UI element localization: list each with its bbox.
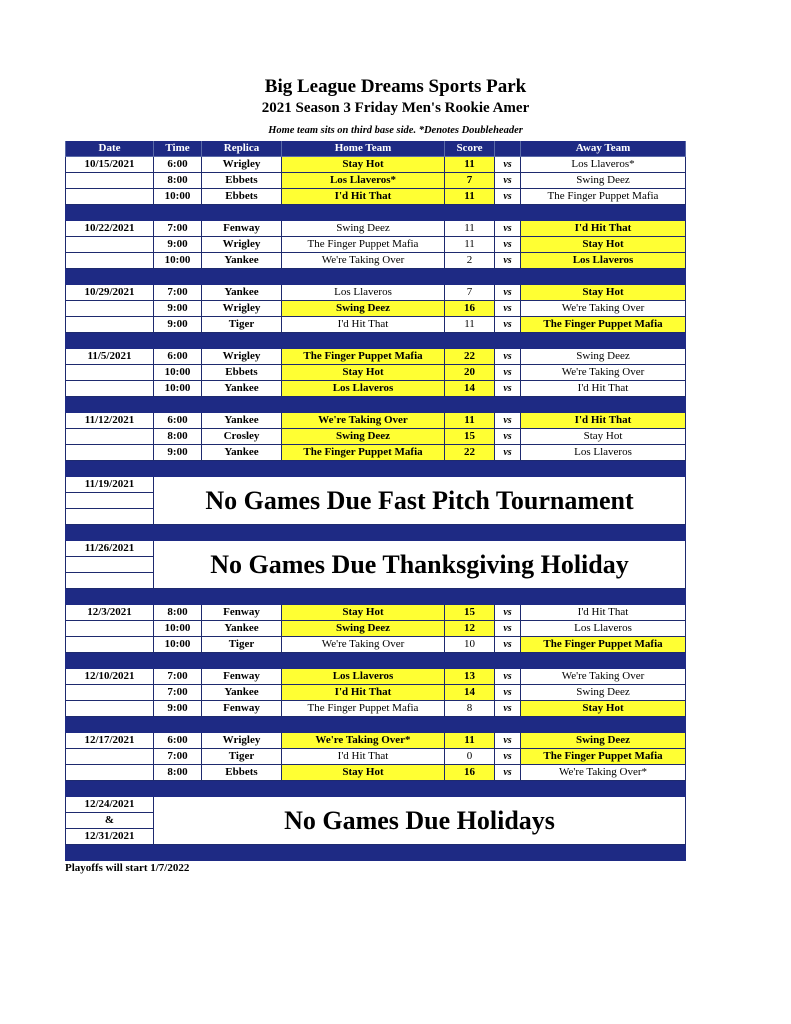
time-cell: 8:00: [154, 173, 202, 189]
time-cell: 9:00: [154, 445, 202, 461]
date-cell: [65, 557, 154, 573]
home-team-cell: Stay Hot: [282, 157, 445, 173]
time-cell: 7:00: [154, 749, 202, 765]
date-cell: [65, 493, 154, 509]
table-row: [65, 173, 686, 189]
home-team-cell: Los Llaveros: [282, 381, 445, 397]
date-cell: [65, 189, 154, 205]
vs-cell: vs: [495, 365, 521, 381]
score-cell: 8: [445, 701, 495, 717]
away-team-cell: The Finger Puppet Mafia: [521, 749, 686, 765]
home-team-cell: I'd Hit That: [282, 189, 445, 205]
score-cell: 14: [445, 381, 495, 397]
date-cell: [65, 621, 154, 637]
playoffs-note: Playoffs will start 1/7/2022: [65, 862, 190, 874]
away-team-cell: The Finger Puppet Mafia: [521, 189, 686, 205]
time-cell: 7:00: [154, 685, 202, 701]
table-row: [65, 413, 686, 429]
replica-cell: Yankee: [202, 445, 282, 461]
home-team-cell: The Finger Puppet Mafia: [282, 237, 445, 253]
schedule-table: [65, 141, 686, 861]
score-cell: 11: [445, 413, 495, 429]
header-time: Time: [154, 141, 202, 157]
separator-band: [65, 525, 686, 541]
score-cell: 11: [445, 189, 495, 205]
header-away-team: Away Team: [521, 141, 686, 157]
replica-cell: Tiger: [202, 749, 282, 765]
separator-band: [65, 653, 686, 669]
home-team-cell: Stay Hot: [282, 365, 445, 381]
table-row: [65, 157, 686, 173]
score-cell: 11: [445, 157, 495, 173]
home-team-cell: The Finger Puppet Mafia: [282, 349, 445, 365]
away-team-cell: Los Llaveros: [521, 621, 686, 637]
replica-cell: Ebbets: [202, 189, 282, 205]
away-team-cell: We're Taking Over: [521, 669, 686, 685]
vs-cell: vs: [495, 749, 521, 765]
note-date-cells: [65, 797, 154, 845]
separator-band: [65, 717, 686, 733]
score-cell: 15: [445, 605, 495, 621]
time-cell: 10:00: [154, 637, 202, 653]
date-cell: 10/22/2021: [65, 221, 154, 237]
vs-cell: vs: [495, 701, 521, 717]
home-team-cell: Los Llaveros: [282, 669, 445, 685]
vs-cell: vs: [495, 157, 521, 173]
time-cell: 6:00: [154, 413, 202, 429]
score-cell: 14: [445, 685, 495, 701]
score-cell: 11: [445, 237, 495, 253]
table-row: [65, 301, 686, 317]
date-cell: [65, 301, 154, 317]
time-cell: 6:00: [154, 733, 202, 749]
time-cell: 7:00: [154, 285, 202, 301]
header-date: Date: [65, 141, 154, 157]
away-team-cell: I'd Hit That: [521, 413, 686, 429]
header-vs: [495, 141, 521, 157]
vs-cell: vs: [495, 221, 521, 237]
score-cell: 16: [445, 301, 495, 317]
table-row: [65, 381, 686, 397]
vs-cell: vs: [495, 413, 521, 429]
score-cell: 16: [445, 765, 495, 781]
home-team-cell: We're Taking Over: [282, 413, 445, 429]
time-cell: 7:00: [154, 669, 202, 685]
replica-cell: Wrigley: [202, 349, 282, 365]
separator-band: [65, 589, 686, 605]
table-row: [65, 669, 686, 685]
date-cell: [65, 381, 154, 397]
time-cell: 8:00: [154, 765, 202, 781]
table-row: [65, 237, 686, 253]
date-cell: [65, 765, 154, 781]
vs-cell: vs: [495, 429, 521, 445]
date-cell: [65, 637, 154, 653]
away-team-cell: The Finger Puppet Mafia: [521, 637, 686, 653]
away-team-cell: We're Taking Over: [521, 301, 686, 317]
replica-cell: Yankee: [202, 413, 282, 429]
separator-band: [65, 333, 686, 349]
replica-cell: Wrigley: [202, 237, 282, 253]
replica-cell: Tiger: [202, 317, 282, 333]
time-cell: 10:00: [154, 253, 202, 269]
date-cell: 11/19/2021: [65, 477, 154, 493]
away-team-cell: The Finger Puppet Mafia: [521, 317, 686, 333]
away-team-cell: Los Llaveros: [521, 253, 686, 269]
date-cell: [65, 173, 154, 189]
score-cell: 22: [445, 445, 495, 461]
away-team-cell: We're Taking Over*: [521, 765, 686, 781]
header-replica: Replica: [202, 141, 282, 157]
home-team-cell: We're Taking Over: [282, 253, 445, 269]
vs-cell: vs: [495, 317, 521, 333]
date-cell: 12/24/2021: [65, 797, 154, 813]
replica-cell: Fenway: [202, 605, 282, 621]
date-cell: &: [65, 813, 154, 829]
date-cell: [65, 253, 154, 269]
home-team-cell: I'd Hit That: [282, 317, 445, 333]
header-score: Score: [445, 141, 495, 157]
vs-cell: vs: [495, 189, 521, 205]
table-row: [65, 253, 686, 269]
score-cell: 7: [445, 173, 495, 189]
separator-band: [65, 845, 686, 861]
vs-cell: vs: [495, 765, 521, 781]
vs-cell: vs: [495, 733, 521, 749]
away-team-cell: Los Llaveros*: [521, 157, 686, 173]
no-games-message: No Games Due Thanksgiving Holiday: [154, 541, 686, 589]
vs-cell: vs: [495, 173, 521, 189]
no-games-block: [65, 541, 686, 589]
table-row: [65, 445, 686, 461]
table-row: [65, 365, 686, 381]
table-row: [65, 637, 686, 653]
replica-cell: Wrigley: [202, 733, 282, 749]
vs-cell: vs: [495, 253, 521, 269]
home-team-cell: Los Llaveros*: [282, 173, 445, 189]
replica-cell: Yankee: [202, 381, 282, 397]
away-team-cell: Swing Deez: [521, 685, 686, 701]
home-team-cell: The Finger Puppet Mafia: [282, 445, 445, 461]
vs-cell: vs: [495, 445, 521, 461]
table-row: [65, 285, 686, 301]
table-row: [65, 221, 686, 237]
time-cell: 9:00: [154, 301, 202, 317]
replica-cell: Yankee: [202, 285, 282, 301]
separator-band: [65, 461, 686, 477]
replica-cell: Ebbets: [202, 365, 282, 381]
away-team-cell: Swing Deez: [521, 733, 686, 749]
separator-band: [65, 781, 686, 797]
score-cell: 11: [445, 733, 495, 749]
replica-cell: Tiger: [202, 637, 282, 653]
date-cell: 12/10/2021: [65, 669, 154, 685]
no-games-block: [65, 477, 686, 525]
vs-cell: vs: [495, 349, 521, 365]
vs-cell: vs: [495, 381, 521, 397]
replica-cell: Yankee: [202, 685, 282, 701]
score-cell: 20: [445, 365, 495, 381]
time-cell: 8:00: [154, 605, 202, 621]
away-team-cell: I'd Hit That: [521, 221, 686, 237]
date-cell: 12/17/2021: [65, 733, 154, 749]
page-title: Big League Dreams Sports Park: [264, 76, 527, 97]
date-cell: 11/5/2021: [65, 349, 154, 365]
score-cell: 22: [445, 349, 495, 365]
away-team-cell: Swing Deez: [521, 173, 686, 189]
score-cell: 15: [445, 429, 495, 445]
home-team-cell: I'd Hit That: [282, 749, 445, 765]
table-row: [65, 749, 686, 765]
time-cell: 6:00: [154, 157, 202, 173]
home-team-cell: Swing Deez: [282, 301, 445, 317]
note-date-cells: [65, 541, 154, 589]
date-cell: 12/31/2021: [65, 829, 154, 845]
away-team-cell: Swing Deez: [521, 349, 686, 365]
date-cell: [65, 573, 154, 589]
away-team-cell: Stay Hot: [521, 701, 686, 717]
home-team-cell: Stay Hot: [282, 765, 445, 781]
table-row: [65, 189, 686, 205]
table-header-row: [65, 141, 686, 157]
replica-cell: Yankee: [202, 621, 282, 637]
score-cell: 11: [445, 221, 495, 237]
date-cell: 11/26/2021: [65, 541, 154, 557]
replica-cell: Wrigley: [202, 157, 282, 173]
separator-band: [65, 205, 686, 221]
vs-cell: vs: [495, 685, 521, 701]
no-games-message: No Games Due Holidays: [154, 797, 686, 845]
date-cell: 10/15/2021: [65, 157, 154, 173]
schedule-note: Home team sits on third base side. *Denotes Doubleheader: [268, 125, 523, 136]
date-cell: [65, 365, 154, 381]
vs-cell: vs: [495, 621, 521, 637]
home-team-cell: Stay Hot: [282, 605, 445, 621]
date-cell: [65, 701, 154, 717]
vs-cell: vs: [495, 637, 521, 653]
time-cell: 7:00: [154, 221, 202, 237]
note-date-cells: [65, 477, 154, 525]
time-cell: 9:00: [154, 237, 202, 253]
score-cell: 7: [445, 285, 495, 301]
score-cell: 12: [445, 621, 495, 637]
header-home-team: Home Team: [282, 141, 445, 157]
date-cell: 10/29/2021: [65, 285, 154, 301]
time-cell: 8:00: [154, 429, 202, 445]
separator-band: [65, 269, 686, 285]
home-team-cell: The Finger Puppet Mafia: [282, 701, 445, 717]
date-cell: 11/12/2021: [65, 413, 154, 429]
date-cell: [65, 317, 154, 333]
table-row: [65, 317, 686, 333]
time-cell: 10:00: [154, 365, 202, 381]
no-games-block: [65, 797, 686, 845]
away-team-cell: I'd Hit That: [521, 381, 686, 397]
vs-cell: vs: [495, 285, 521, 301]
replica-cell: Ebbets: [202, 173, 282, 189]
home-team-cell: Swing Deez: [282, 221, 445, 237]
away-team-cell: Stay Hot: [521, 285, 686, 301]
table-row: [65, 733, 686, 749]
vs-cell: vs: [495, 605, 521, 621]
date-cell: [65, 749, 154, 765]
vs-cell: vs: [495, 301, 521, 317]
score-cell: 13: [445, 669, 495, 685]
date-cell: [65, 445, 154, 461]
replica-cell: Ebbets: [202, 765, 282, 781]
date-cell: [65, 509, 154, 525]
date-cell: [65, 685, 154, 701]
replica-cell: Crosley: [202, 429, 282, 445]
score-cell: 10: [445, 637, 495, 653]
score-cell: 0: [445, 749, 495, 765]
table-row: [65, 685, 686, 701]
time-cell: 9:00: [154, 701, 202, 717]
table-row: [65, 621, 686, 637]
replica-cell: Fenway: [202, 701, 282, 717]
away-team-cell: Stay Hot: [521, 237, 686, 253]
away-team-cell: We're Taking Over: [521, 365, 686, 381]
score-cell: 11: [445, 317, 495, 333]
home-team-cell: I'd Hit That: [282, 685, 445, 701]
table-row: [65, 701, 686, 717]
home-team-cell: Swing Deez: [282, 429, 445, 445]
score-cell: 2: [445, 253, 495, 269]
page-subtitle: 2021 Season 3 Friday Men's Rookie Amer: [261, 100, 530, 116]
time-cell: 10:00: [154, 189, 202, 205]
time-cell: 10:00: [154, 381, 202, 397]
table-row: [65, 605, 686, 621]
time-cell: 10:00: [154, 621, 202, 637]
away-team-cell: Los Llaveros: [521, 445, 686, 461]
replica-cell: Fenway: [202, 221, 282, 237]
away-team-cell: I'd Hit That: [521, 605, 686, 621]
table-row: [65, 429, 686, 445]
home-team-cell: We're Taking Over*: [282, 733, 445, 749]
time-cell: 6:00: [154, 349, 202, 365]
no-games-message: No Games Due Fast Pitch Tournament: [154, 477, 686, 525]
time-cell: 9:00: [154, 317, 202, 333]
replica-cell: Yankee: [202, 253, 282, 269]
away-team-cell: Stay Hot: [521, 429, 686, 445]
replica-cell: Wrigley: [202, 301, 282, 317]
home-team-cell: We're Taking Over: [282, 637, 445, 653]
date-cell: [65, 237, 154, 253]
date-cell: 12/3/2021: [65, 605, 154, 621]
replica-cell: Fenway: [202, 669, 282, 685]
vs-cell: vs: [495, 237, 521, 253]
date-cell: [65, 429, 154, 445]
home-team-cell: Los Llaveros: [282, 285, 445, 301]
schedule-body: [65, 157, 686, 861]
separator-band: [65, 397, 686, 413]
vs-cell: vs: [495, 669, 521, 685]
table-row: [65, 765, 686, 781]
table-row: [65, 349, 686, 365]
home-team-cell: Swing Deez: [282, 621, 445, 637]
